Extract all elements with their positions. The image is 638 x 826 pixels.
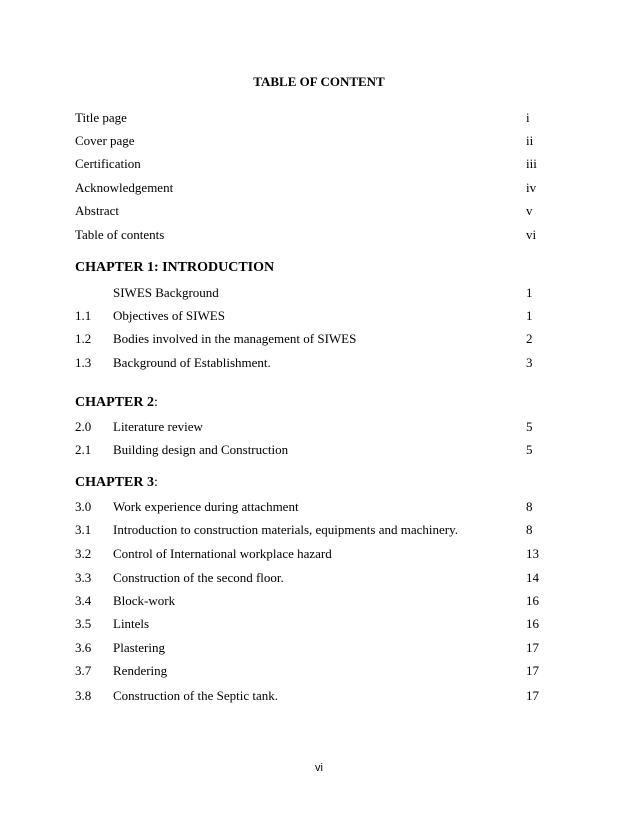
toc-number: 1.3 [75, 355, 92, 370]
toc-label: Work experience during attachment [113, 499, 299, 514]
page-title: TABLE OF CONTENT [253, 74, 385, 89]
toc-number: 3.3 [75, 570, 92, 585]
chapter-heading: CHAPTER 2: [75, 395, 158, 410]
toc-page: 17 [526, 688, 539, 703]
toc-page: 2 [526, 331, 533, 346]
toc-number: 3.4 [75, 593, 92, 608]
toc-page: 8 [526, 522, 533, 537]
toc-page: i [526, 110, 530, 125]
toc-page: iii [526, 156, 537, 171]
toc-page: 16 [526, 616, 539, 631]
toc-page: vi [526, 227, 537, 242]
toc-label: Introduction to construction materials, equipments and machinery. [113, 522, 459, 537]
toc-label: Table of contents [75, 227, 165, 242]
toc-page: 16 [526, 593, 539, 608]
toc-label: SIWES Background [113, 285, 219, 300]
toc-label: Rendering [113, 663, 168, 678]
toc-page: 8 [526, 499, 533, 514]
toc-page: ii [526, 133, 534, 148]
toc-number: 1.2 [75, 331, 92, 346]
chapter-heading: CHAPTER 1: INTRODUCTION [75, 260, 275, 275]
toc-label: Certification [75, 156, 141, 171]
toc-label: Plastering [113, 640, 165, 655]
toc-number: 3.0 [75, 499, 92, 514]
toc-label: Control of International workplace hazard [113, 546, 332, 561]
toc-label: Background of Establishment. [113, 355, 271, 370]
toc-page: 1 [526, 285, 533, 300]
toc-label: Block-work [113, 593, 176, 608]
toc-number: 1.1 [75, 308, 92, 323]
toc-number: 3.7 [75, 663, 92, 678]
toc-label: Construction of the Septic tank. [113, 688, 279, 703]
toc-label: Bodies involved in the management of SIWES [113, 331, 357, 346]
toc-label: Construction of the second floor. [113, 570, 284, 585]
toc-page: 14 [526, 570, 539, 585]
toc-label: Building design and Construction [113, 442, 289, 457]
toc-page: 5 [526, 442, 533, 457]
toc-page: 13 [526, 546, 539, 561]
toc-number: 3.1 [75, 522, 92, 537]
toc-page: v [526, 203, 533, 218]
toc-number: 3.2 [75, 546, 92, 561]
toc-label: Literature review [113, 419, 203, 434]
toc-page: iv [526, 180, 537, 195]
page-number: vi [315, 762, 323, 774]
toc-number: 2.1 [75, 442, 92, 457]
toc-label: Objectives of SIWES [113, 308, 225, 323]
toc-page: 3 [526, 355, 533, 370]
toc-number: 3.6 [75, 640, 92, 655]
toc-label: Abstract [75, 203, 120, 218]
toc-label: Lintels [113, 616, 150, 631]
toc-number: 2.0 [75, 419, 92, 434]
toc-page: 17 [526, 640, 539, 655]
toc-page: 17 [526, 663, 539, 678]
toc-number: 3.5 [75, 616, 92, 631]
chapter-heading: CHAPTER 3: [75, 475, 158, 490]
toc-number: 3.8 [75, 688, 92, 703]
toc-label: Title page [75, 110, 127, 125]
toc-page: 5 [526, 419, 533, 434]
toc-label: Cover page [75, 133, 135, 148]
toc-page: 1 [526, 308, 533, 323]
toc-label: Acknowledgement [75, 180, 174, 195]
